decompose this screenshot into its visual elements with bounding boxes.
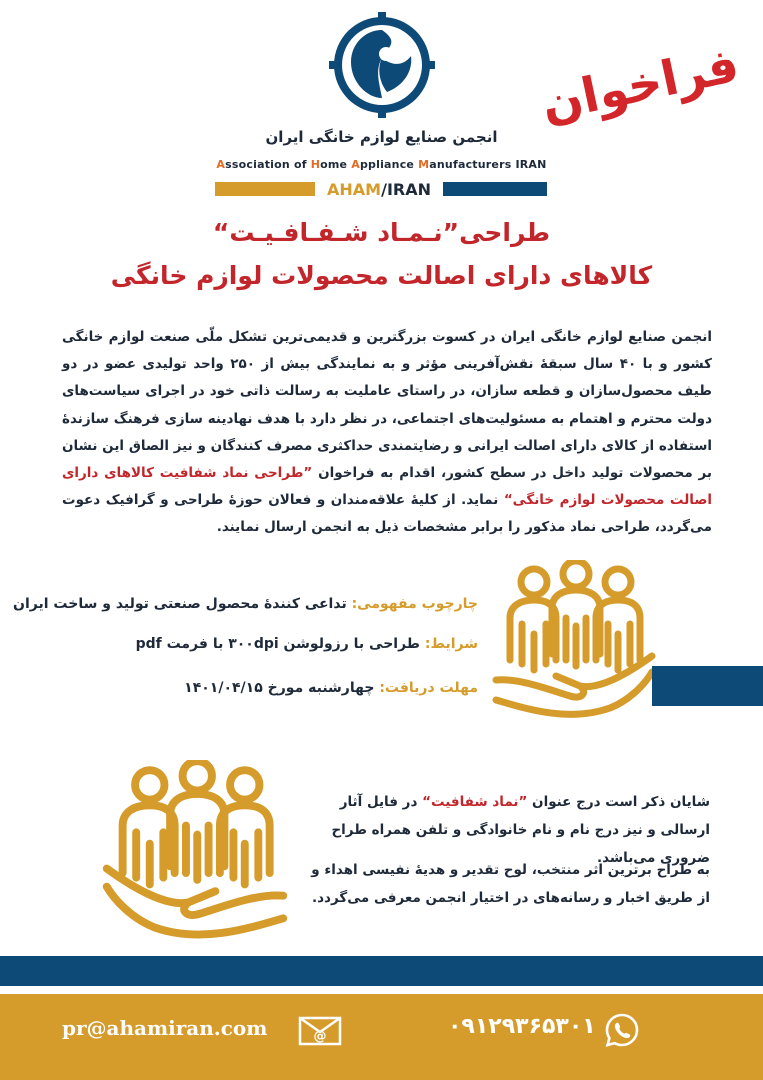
info-deadline: مهلت دریافت: چهارشنبه مورخ ۱۴۰۱/۰۴/۱۵ (184, 680, 478, 696)
info-concept: چارچوب مفهومی: تداعی کنندهٔ محصول صنعتی تولید و ساخت ایران (13, 596, 478, 612)
mail-icon (298, 1016, 342, 1046)
svg-text:@: @ (313, 1029, 327, 1044)
decorative-bar-navy (443, 182, 547, 196)
people-in-hand-icon (100, 760, 290, 950)
decorative-bar-gold (215, 182, 315, 196)
info-conditions: شرایط: طراحی با رزولوشن ۳۰۰dpi با فرمت pdf (135, 636, 478, 652)
contact-phone[interactable]: ۰۹۱۲۹۳۶۵۳۰۱ (448, 1014, 596, 1039)
org-name-en: Association of Home Appliance Manufacturers IRAN (216, 158, 547, 171)
title-line-2: کالاهای دارای اصالت محصولات لوازم خانگی (110, 261, 653, 290)
whatsapp-icon (604, 1012, 640, 1048)
note-prize: به طراح برترین اثر منتخب، لوح تقدیر و هدیهٔ نفیسی اهداء و از طریق اخبار و رسانه‌های در اختیار انجمن معرفی می‌گردد. (311, 862, 710, 906)
body-paragraph: انجمن صنایع لوازم خانگی ایران در کسوت بزرگترین و قدیمی‌ترین تشکل ملّی صنعت لوازم خانگی کشور و با ۴۰ سال سبقهٔ نقش‌آفرینی مؤثر و به نمایندگی بیش از ۲۵۰ واحد تولیدی عضو در دو طیف محصول‌سازان و قطعه سازان، در راستای عاملیت به رسالت ذاتی خود در اجرای سیاست‌های دولت محترم و اهتمام به مسئولیت‌های اجتماعی، در نظر دارد با هدف نهادینه سازی فرهنگ سازندهٔ استفاده از کالای دارای اصالت ایرانی و رضایتمندی حداکثری مصرف کنندگان و نیز الصاق این نشان بر محصولات تولید داخل در سطح کشور، اقدام به فراخوان ”طراحی نماد شفافیت کالاهای دارای اصالت محصولات لوازم خانگی“ نماید. از کلیهٔ علاقه‌مندان و فعالان حوزهٔ طراحی و گرافیک دعوت می‌گردد، طراحی نماد مذکور را برابر مشخصات ذیل به انجمن ارسال نمایند. (62, 329, 713, 536)
contact-email[interactable]: pr@ahamiran.com (62, 1016, 268, 1040)
people-in-hand-icon (490, 560, 658, 728)
org-acronym: AHAM/IRAN (327, 180, 431, 199)
callout-heading: فراخوان (536, 36, 744, 134)
note-title-requirement: شایان ذکر است درج عنوان ”نماد شفافیت“ در فایل آثار ارسالی و نیز درج نام و نام خانوادگی و تلفن همراه طراح ضروری می‌باشد. (331, 794, 710, 866)
decorative-tab-navy (652, 666, 763, 706)
aham-logo (329, 12, 435, 118)
title-line-1: طراحی”نـمـاد شـفـافـیـت“ (212, 218, 551, 247)
org-name-fa: انجمن صنایع لوازم خانگی ایران (265, 128, 498, 146)
footer-stripe-navy (0, 956, 763, 986)
